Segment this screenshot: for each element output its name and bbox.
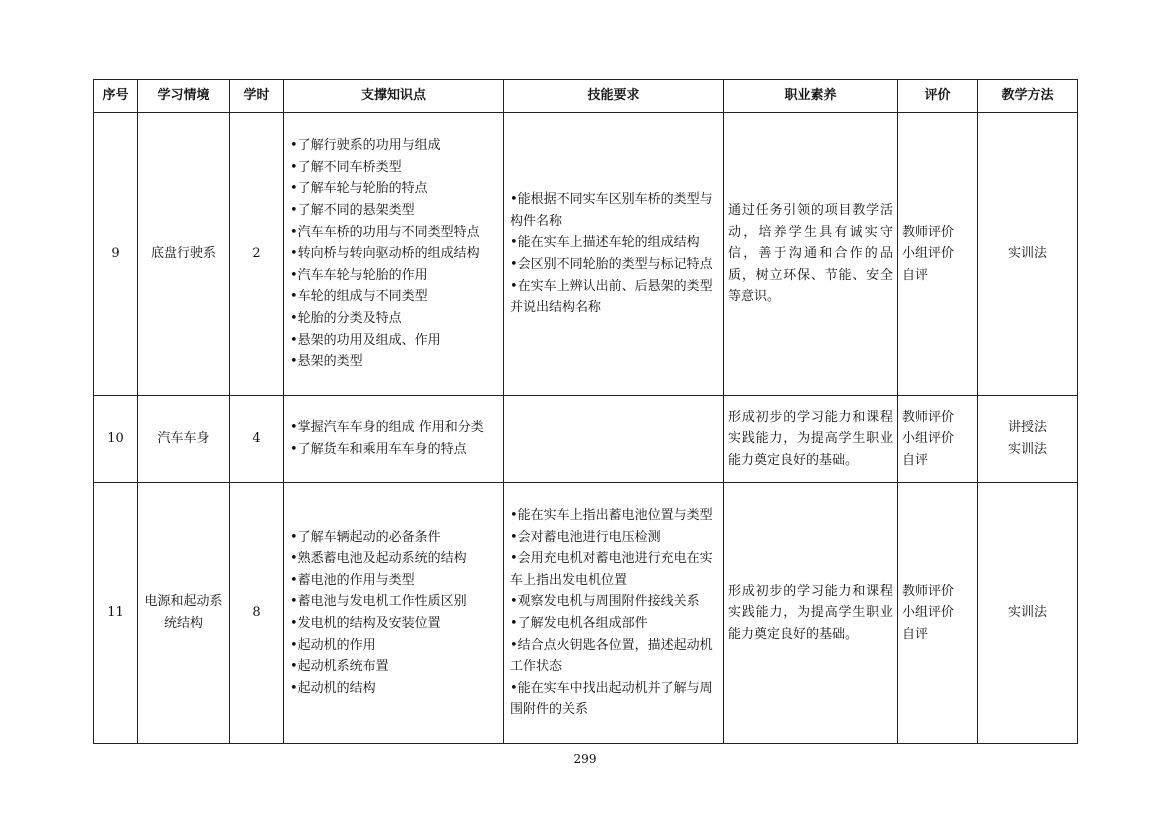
header-method: 教学方法 <box>978 80 1078 113</box>
row-evaluation <box>898 396 978 483</box>
knowledge-item: •车轮的组成与不同类型 <box>290 289 428 305</box>
table-row <box>94 396 1078 483</box>
knowledge-item: •起动机的作用 <box>290 637 376 653</box>
header-no: 序号 <box>94 80 138 113</box>
page-number: 299 <box>573 752 597 766</box>
header-row <box>94 80 1078 113</box>
row-hours: 2 <box>230 113 284 396</box>
method-item: 讲授法 <box>1007 420 1047 436</box>
evaluation-item: 小组评价 <box>902 431 955 447</box>
evaluation-item: 小组评价 <box>902 605 955 621</box>
knowledge-item: •起动机的结构 <box>290 680 376 696</box>
knowledge-item: •了解不同车桥类型 <box>290 159 402 175</box>
row-method <box>978 483 1078 744</box>
knowledge-item: •熟悉蓄电池及起动系统的结构 <box>290 551 467 567</box>
header-knowledge: 支撑知识点 <box>284 80 504 113</box>
skill-item: •了解发电机各组成部件 <box>510 616 648 631</box>
header-literacy: 职业素养 <box>724 80 898 113</box>
row-knowledge <box>284 113 504 396</box>
row-hours: 8 <box>230 483 284 744</box>
skill-item: •会对蓄电池进行电压检测 <box>510 529 661 545</box>
row-situation: 底盘行驶系 <box>138 113 230 396</box>
table-row <box>94 113 1078 396</box>
skill-item: •能在实车上指出蓄电池位置与类型 <box>510 508 713 524</box>
row-situation: 电源和起动系统结构 <box>138 483 230 744</box>
method-item: 实训法 <box>1007 246 1047 262</box>
curriculum-table <box>93 79 1078 744</box>
skill-item: •能在实车上描述车轮的组成结构 <box>510 235 700 251</box>
row-no: 11 <box>94 483 138 744</box>
knowledge-item: •起动机系统布置 <box>290 659 389 675</box>
knowledge-item: •轮胎的分类及特点 <box>290 310 402 326</box>
knowledge-item: •汽车车桥的功用与不同类型特点 <box>290 224 480 240</box>
knowledge-item: •悬架的功用及组成、作用 <box>290 332 441 348</box>
evaluation-item: 小组评价 <box>902 246 955 262</box>
row-situation: 汽车车身 <box>138 396 230 483</box>
row-knowledge <box>284 483 504 744</box>
evaluation-item: 自评 <box>902 626 929 642</box>
evaluation-item: 教师评价 <box>902 224 955 240</box>
row-method <box>978 396 1078 483</box>
row-evaluation <box>898 483 978 744</box>
knowledge-item: •蓄电池与发电机工作性质区别 <box>290 594 467 610</box>
row-skills <box>504 113 724 396</box>
skill-item: •会区别不同轮胎的类型与标记特点 <box>510 257 713 272</box>
header-hours: 学时 <box>230 80 284 113</box>
skill-item: •观察发电机与周围附件接线关系 <box>510 594 700 610</box>
method-item: 实训法 <box>1007 605 1047 621</box>
row-no: 10 <box>94 396 138 483</box>
skill-item: •在实车上辨认出前、后悬架的类型并说出结构名称 <box>510 278 713 316</box>
knowledge-item: •了解货车和乘用车车身的特点 <box>290 442 467 457</box>
table-row <box>94 483 1078 744</box>
knowledge-item: •掌握汽车车身的组成 作用和分类 <box>290 420 484 436</box>
row-evaluation <box>898 113 978 396</box>
row-literacy: 形成初步的学习能力和课程实践能力，为提高学生职业能力奠定良好的基础。 <box>724 483 898 744</box>
row-hours: 4 <box>230 396 284 483</box>
header-evaluation: 评价 <box>898 80 978 113</box>
knowledge-item: •悬架的类型 <box>290 354 363 370</box>
evaluation-item: 自评 <box>902 452 929 468</box>
row-literacy: 形成初步的学习能力和课程实践能力，为提高学生职业能力奠定良好的基础。 <box>724 396 898 483</box>
evaluation-item: 教师评价 <box>902 583 955 599</box>
knowledge-item: •蓄电池的作用与类型 <box>290 572 415 588</box>
skill-item: •结合点火钥匙各位置，描述起动机工作状态 <box>510 637 713 675</box>
skill-item: •会用充电机对蓄电池进行充电在实车上指出发电机位置 <box>510 551 713 588</box>
row-no: 9 <box>94 113 138 396</box>
knowledge-item: •了解车轮与轮胎的特点 <box>290 181 428 197</box>
row-method <box>978 113 1078 396</box>
knowledge-item: •汽车车轮与轮胎的作用 <box>290 267 428 283</box>
knowledge-item: •了解车辆起动的必备条件 <box>290 529 441 545</box>
knowledge-item: •了解行驶系的功用与组成 <box>290 138 441 154</box>
evaluation-item: 自评 <box>902 267 929 283</box>
header-situation: 学习情境 <box>138 80 230 113</box>
row-skills <box>504 396 724 483</box>
method-item: 实训法 <box>1007 442 1047 457</box>
skill-item: •能在实车中找出起动机并了解与周围附件的关系 <box>510 680 713 718</box>
knowledge-item: •了解不同的悬架类型 <box>290 203 415 219</box>
row-knowledge <box>284 396 504 483</box>
header-skills: 技能要求 <box>504 80 724 113</box>
row-literacy: 通过任务引领的项目教学活动，培养学生具有诚实守信，善于沟通和合作的品质，树立环保、节能、安全等意识。 <box>724 113 898 396</box>
skill-item: •能根据不同实车区别车桥的类型与构件名称 <box>510 192 713 229</box>
evaluation-item: 教师评价 <box>902 409 955 425</box>
knowledge-item: •转向桥与转向驱动桥的组成结构 <box>290 246 480 262</box>
knowledge-item: •发电机的结构及安装位置 <box>290 616 441 631</box>
row-skills <box>504 483 724 744</box>
